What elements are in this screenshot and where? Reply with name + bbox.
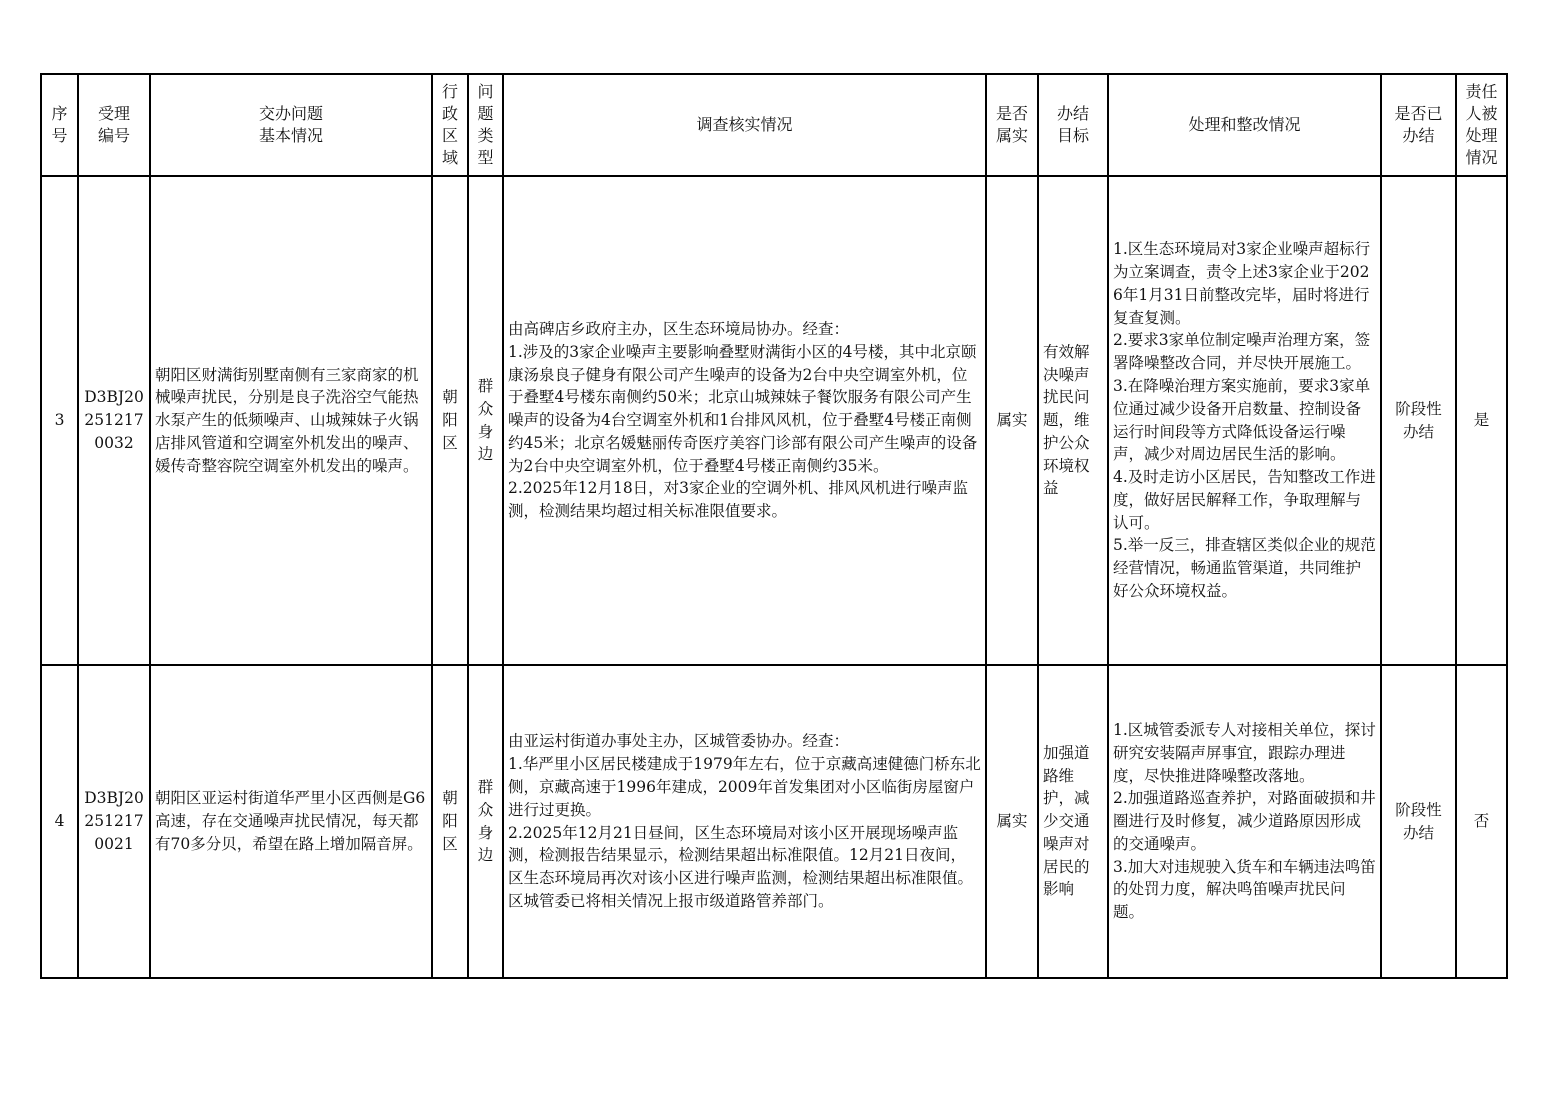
header-handling: 处理和整改情况 xyxy=(1108,74,1381,176)
cell-seq: 3 xyxy=(41,176,78,665)
cell-accountability: 是 xyxy=(1456,176,1507,665)
header-goal: 办结 目标 xyxy=(1038,74,1108,176)
header-type: 问 题 类 型 xyxy=(468,74,503,176)
cell-district: 朝 阳 区 xyxy=(432,665,468,978)
cell-type: 群 众 身 边 xyxy=(468,665,503,978)
cell-verified: 属实 xyxy=(986,665,1038,978)
header-seq: 序 号 xyxy=(41,74,78,176)
cell-goal: 有效解决噪声扰民问题，维护公众环境权益 xyxy=(1038,176,1108,665)
table-row xyxy=(41,665,1507,978)
cell-accountability: 否 xyxy=(1456,665,1507,978)
cell-type: 群 众 身 边 xyxy=(468,176,503,665)
cell-verified: 属实 xyxy=(986,176,1038,665)
cell-handling: 1.区城管委派专人对接相关单位，探讨研究安装隔声屏事宜，跟踪办理进度，尽快推进降噪整改落地。 2.加强道路巡查养护，对路面破损和井圈进行及时修复，减少道路原因形成的交通噪声。 3.加大对违规驶入货车和车辆违法鸣笛的处罚力度，解决鸣笛噪声扰民问题。 xyxy=(1108,665,1381,978)
table-row xyxy=(41,176,1507,665)
header-problem: 交办问题 基本情况 xyxy=(150,74,432,176)
cell-closed: 阶段性 办结 xyxy=(1381,665,1456,978)
cell-case-id: D3BJ20 251217 0032 xyxy=(78,176,150,665)
header-district: 行 政 区 域 xyxy=(432,74,468,176)
header-case-id: 受理 编号 xyxy=(78,74,150,176)
cell-goal: 加强道路维护，减少交通噪声对居民的影响 xyxy=(1038,665,1108,978)
header-verified: 是否 属实 xyxy=(986,74,1038,176)
cell-district: 朝 阳 区 xyxy=(432,176,468,665)
cell-investigation: 由亚运村街道办事处主办，区城管委协办。经查： 1.华严里小区居民楼建成于1979年左右，位于京藏高速健德门桥东北侧，京藏高速于1996年建成，2009年首发集团对小区临街房屋窗户进行过更换。 2.2025年12月21日昼间，区生态环境局对该小区开展现场噪声监测，检测报告结果显示，检测结果超出标准限值。12月21日夜间，区生态环境局再次对该小区进行噪声监测，检测结果超出标准限值。区城管委已将相关情况上报市级道路管养部门。 xyxy=(503,665,986,978)
cell-seq: 4 xyxy=(41,665,78,978)
header-closed: 是否已 办结 xyxy=(1381,74,1456,176)
case-table xyxy=(40,73,1508,979)
header-accountability: 责任 人被 处理 情况 xyxy=(1456,74,1507,176)
table-header-row xyxy=(41,74,1507,176)
cell-investigation: 由高碑店乡政府主办，区生态环境局协办。经查： 1.涉及的3家企业噪声主要影响叠墅财满街小区的4号楼，其中北京颐康汤泉良子健身有限公司产生噪声的设备为2台中央空调室外机，位于叠墅4号楼东南侧约50米；北京山城辣妹子餐饮服务有限公司产生噪声的设备为4台空调室外机和1台排风风机，位于叠墅4号楼正南侧约45米；北京名媛魅丽传奇医疗美容门诊部有限公司产生噪声的设备为2台中央空调室外机，位于叠墅4号楼正南侧约35米。 2.2025年12月18日，对3家企业的空调外机、排风风机进行噪声监测，检测结果均超过相关标准限值要求。 xyxy=(503,176,986,665)
cell-closed: 阶段性 办结 xyxy=(1381,176,1456,665)
cell-problem: 朝阳区亚运村街道华严里小区西侧是G6高速，存在交通噪声扰民情况，每天都有70多分贝，希望在路上增加隔音屏。 xyxy=(150,665,432,978)
cell-handling: 1.区生态环境局对3家企业噪声超标行为立案调查，责令上述3家企业于2026年1月31日前整改完毕，届时将进行复查复测。 2.要求3家单位制定噪声治理方案，签署降噪整改合同，并尽快开展施工。 3.在降噪治理方案实施前，要求3家单位通过减少设备开启数量、控制设备运行时间段等方式降低设备运行噪声，减少对周边居民生活的影响。 4.及时走访小区居民，告知整改工作进度，做好居民解释工作，争取理解与认可。 5.举一反三，排查辖区类似企业的规范经营情况，畅通监管渠道，共同维护好公众环境权益。 xyxy=(1108,176,1381,665)
cell-case-id: D3BJ20 251217 0021 xyxy=(78,665,150,978)
cell-problem: 朝阳区财满街别墅南侧有三家商家的机械噪声扰民，分别是良子洗浴空气能热水泵产生的低频噪声、山城辣妹子火锅店排风管道和空调室外机发出的噪声、媛传奇整容院空调室外机发出的噪声。 xyxy=(150,176,432,665)
header-investigation: 调查核实情况 xyxy=(503,74,986,176)
